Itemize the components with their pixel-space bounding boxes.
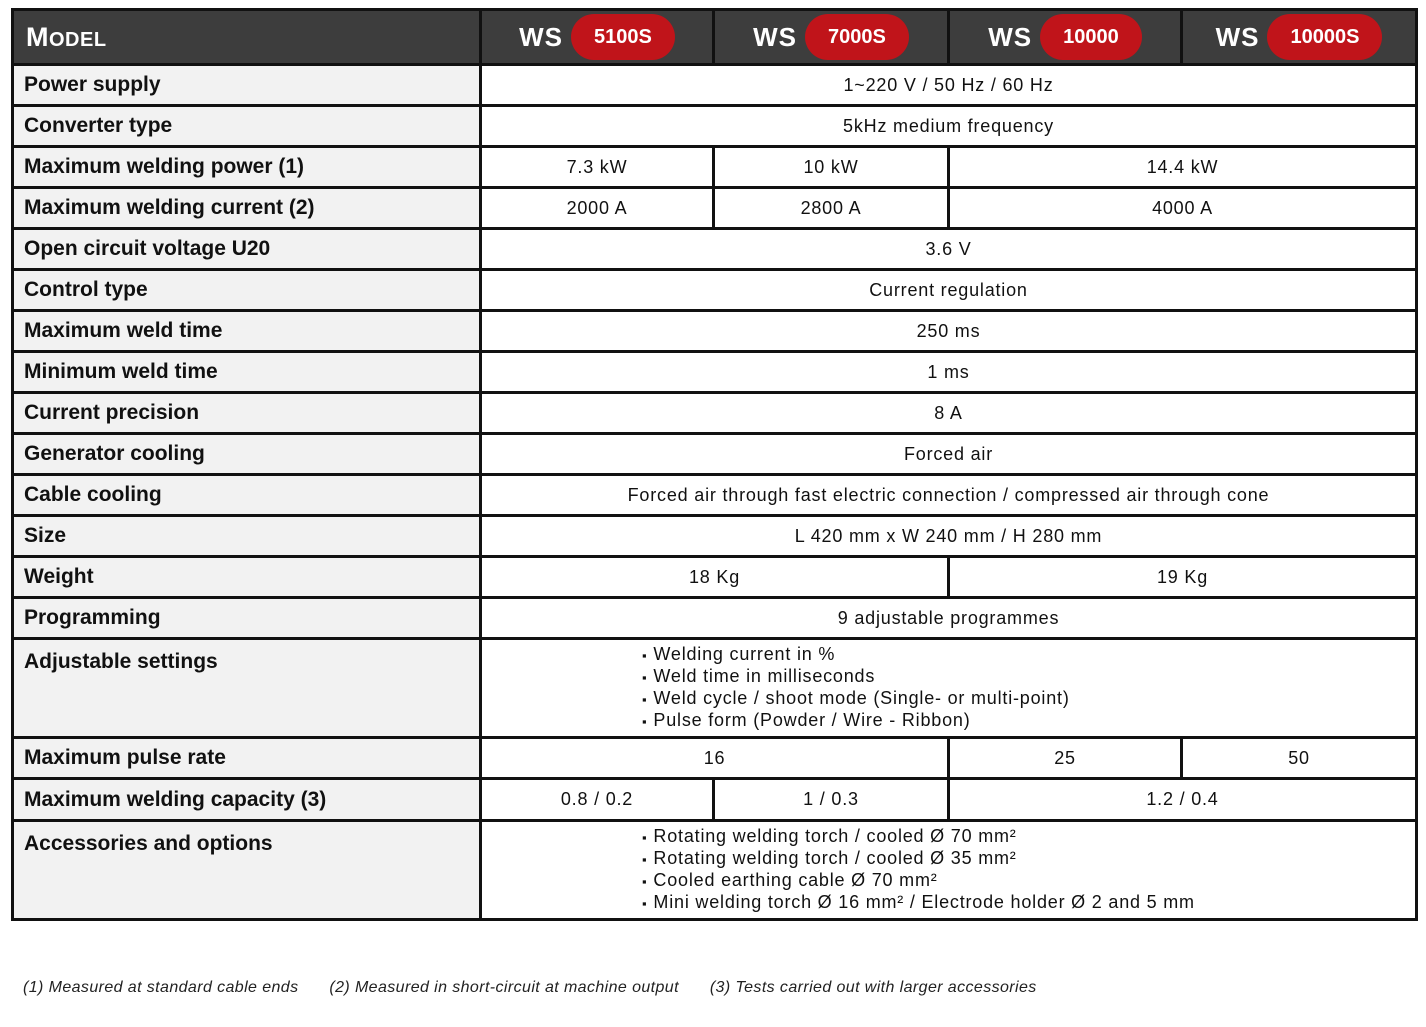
model-prefix: WS: [753, 21, 798, 52]
row-value: 25: [949, 738, 1182, 779]
row-label: Converter type: [13, 106, 481, 147]
row-value: Forced air through fast electric connection / compressed air through cone: [481, 475, 1417, 516]
row-open-circuit-voltage: [13, 229, 1417, 270]
row-value: 14.4 kW: [949, 147, 1417, 188]
row-value: 3.6 V: [481, 229, 1417, 270]
row-value: 19 Kg: [949, 557, 1417, 598]
row-value: 1 / 0.3: [714, 779, 949, 821]
header-row: [13, 10, 1417, 65]
row-value: 50: [1182, 738, 1417, 779]
spec-table-container: [11, 8, 1415, 921]
row-value: 1.2 / 0.4: [949, 779, 1417, 821]
accessories-list: [482, 826, 1415, 914]
row-max-welding-capacity: [13, 779, 1417, 821]
model-prefix: WS: [1215, 21, 1260, 52]
footnotes: [23, 979, 1063, 997]
row-label: Minimum weld time: [13, 352, 481, 393]
footnote: (1) Measured at standard cable ends: [23, 979, 299, 996]
row-max-weld-time: [13, 311, 1417, 352]
row-label: Adjustable settings: [13, 639, 481, 738]
model-prefix: WS: [988, 21, 1033, 52]
row-value: 4000 A: [949, 188, 1417, 229]
row-control-type: [13, 270, 1417, 311]
row-adjustable-settings: [13, 639, 1417, 738]
row-value: 9 adjustable programmes: [481, 598, 1417, 639]
row-value: 2800 A: [714, 188, 949, 229]
row-max-pulse-rate: [13, 738, 1417, 779]
list-item: ▪ Cooled earthing cable Ø 70 mm²: [642, 870, 1415, 892]
row-value: [481, 639, 1417, 738]
list-item: ▪ Welding current in %: [642, 644, 1415, 666]
list-item: ▪ Weld cycle / shoot mode (Single- or multi-point): [642, 688, 1415, 710]
row-label: Programming: [13, 598, 481, 639]
row-value: 10 kW: [714, 147, 949, 188]
row-value: 0.8 / 0.2: [481, 779, 714, 821]
row-label: Open circuit voltage U20: [13, 229, 481, 270]
row-max-welding-power: [13, 147, 1417, 188]
row-value: Forced air: [481, 434, 1417, 475]
list-item: ▪ Pulse form (Powder / Wire - Ribbon): [642, 710, 1415, 732]
row-cable-cooling: [13, 475, 1417, 516]
row-value: 18 Kg: [481, 557, 949, 598]
model-col-5100s: [481, 10, 714, 65]
row-current-precision: [13, 393, 1417, 434]
row-weight: [13, 557, 1417, 598]
footnote: (3) Tests carried out with larger accessories: [709, 979, 1037, 996]
model-col-10000: [949, 10, 1182, 65]
row-value: Current regulation: [481, 270, 1417, 311]
row-accessories: [13, 821, 1417, 920]
row-label: Current precision: [13, 393, 481, 434]
row-label: Maximum welding power (1): [13, 147, 481, 188]
model-badge-10000s: 10000S: [1267, 14, 1382, 60]
row-label: Accessories and options: [13, 821, 481, 920]
row-label: Size: [13, 516, 481, 557]
row-value: 1~220 V / 50 Hz / 60 Hz: [481, 65, 1417, 106]
row-max-welding-current: [13, 188, 1417, 229]
row-value: 250 ms: [481, 311, 1417, 352]
row-min-weld-time: [13, 352, 1417, 393]
row-generator-cooling: [13, 434, 1417, 475]
row-label: Generator cooling: [13, 434, 481, 475]
row-label: Cable cooling: [13, 475, 481, 516]
row-label: Maximum welding capacity (3): [13, 779, 481, 821]
model-heading: MODEL: [13, 10, 481, 65]
row-size: [13, 516, 1417, 557]
row-label: Maximum welding current (2): [13, 188, 481, 229]
row-value: 1 ms: [481, 352, 1417, 393]
list-item: ▪ Rotating welding torch / cooled Ø 70 mm²: [642, 826, 1415, 848]
row-value: L 420 mm x W 240 mm / H 280 mm: [481, 516, 1417, 557]
settings-list: [482, 644, 1415, 732]
row-converter-type: [13, 106, 1417, 147]
row-label: Control type: [13, 270, 481, 311]
row-label: Weight: [13, 557, 481, 598]
list-item: ▪ Mini welding torch Ø 16 mm² / Electrode holder Ø 2 and 5 mm: [642, 892, 1415, 914]
row-label: Maximum pulse rate: [13, 738, 481, 779]
list-item: ▪ Weld time in milliseconds: [642, 666, 1415, 688]
row-label: Maximum weld time: [13, 311, 481, 352]
row-programming: [13, 598, 1417, 639]
model-badge-10000: 10000: [1040, 14, 1142, 60]
row-value: 5kHz medium frequency: [481, 106, 1417, 147]
model-badge-5100s: 5100S: [571, 14, 675, 60]
row-value: 2000 A: [481, 188, 714, 229]
model-col-10000s: [1182, 10, 1417, 65]
row-label: Power supply: [13, 65, 481, 106]
row-power-supply: [13, 65, 1417, 106]
row-value: 16: [481, 738, 949, 779]
footnote: (2) Measured in short-circuit at machine output: [329, 979, 679, 996]
row-value: 8 A: [481, 393, 1417, 434]
model-prefix: WS: [519, 21, 564, 52]
model-col-7000s: [714, 10, 949, 65]
row-value: [481, 821, 1417, 920]
spec-table: [11, 8, 1418, 921]
list-item: ▪ Rotating welding torch / cooled Ø 35 mm²: [642, 848, 1415, 870]
model-badge-7000s: 7000S: [805, 14, 909, 60]
row-value: 7.3 kW: [481, 147, 714, 188]
